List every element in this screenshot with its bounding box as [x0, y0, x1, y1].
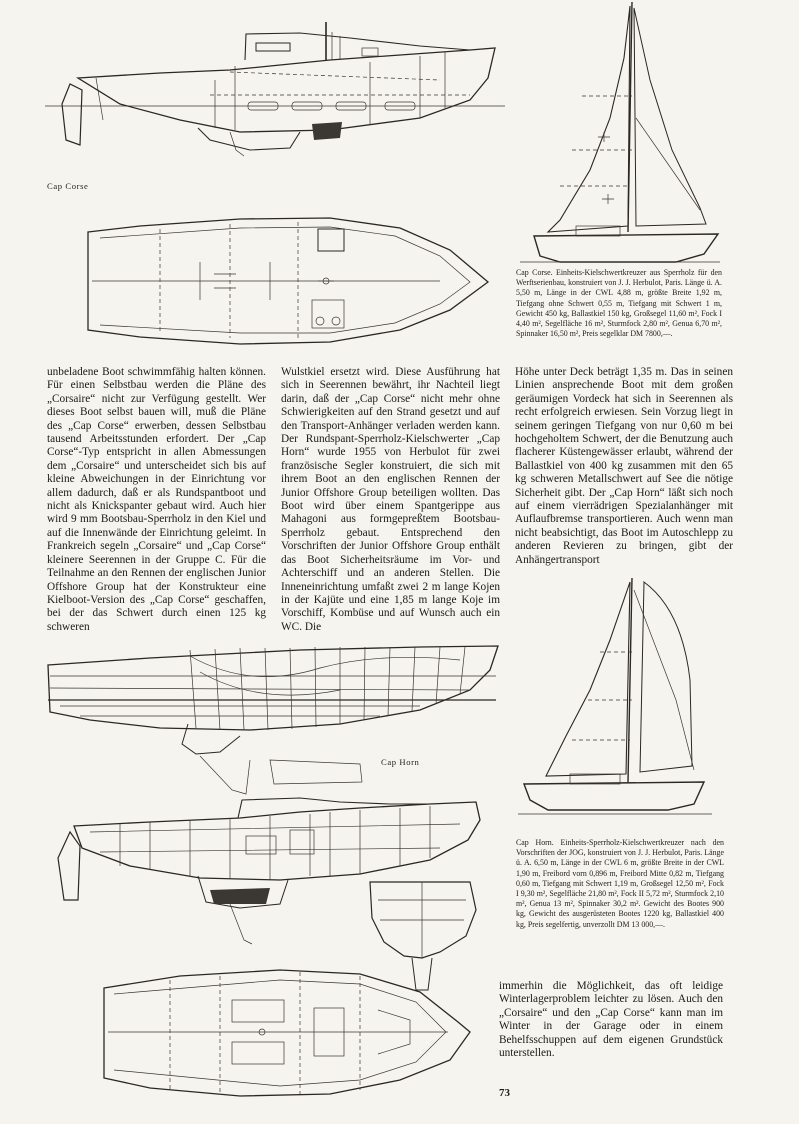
cap-corse-caption: Cap Corse. Einheits-Kielschwertkreuzer aus Sperrholz für den Werftserienbau, konstruiert von J. J. Herbulot, Paris. Länge ü. A. 5,50 m, Länge in der CWL 4,88 m, größte Breite 1,92 m, Tiefgang ohne Schwert 0,55 m, Tiefgang mit Schwert 1 m, Gewicht 450 kg, Ballastkiel 150 kg, Großsegel 11,60 m², Fock I 4,40 m², Segelfläche 16 m², Sturmfock 2,80 m², Genua 6,70 m², Spinnaker 16,50 m², Preis segelklar DM 7800,—.	[516, 268, 722, 339]
cap-horn-deck-plan-drawing	[104, 970, 470, 1096]
body-text-column-3: Höhe unter Deck beträgt 1,35 m. Das in seinen Linien ansprechende Boot mit dem großen geräumigen Vordeck hat sich in Seerennen als recht erfolgreich erwiesen. Sein Vorzug liegt in seinem geringen Tiefgang von nur 0,60 m bei hochgeholtem Schwert, der die Benutzung auch flacherer Küstengewässer erlaubt, während der Ballastkiel von 400 kg zusammen mit den 65 kg schweren Metallschwert auf See die nötige Sicherheit gibt. Der „Cap Horn“ läßt sich noch auf einem vierrädrigen Spezialanhänger mit Auflaufbremse transportieren. Auch wenn man nicht beabsichtigt, das Boot im Autoschlepp zu anderen Revieren zu bringen, gibt der Anhängertransport	[515, 366, 733, 566]
cap-horn-caption: Cap Horn. Einheits-Sperrholz-Kielschwertkreuzer nach den Vorschriften der JOG, konstruiert von J. J. Herbulot, Paris. Länge ü. A. 6,50 m, Länge in der CWL 6 m, größte Breite in der CWL 1,90 m, Freibord vorn 0,896 m, Freibord Mitte 0,82 m, Tiefgang 0,60 m, Tiefgang mit Schwert 1,19 m, Großsegel 12,50 m², Fock I 9,30 m², Segelfläche 21,80 m², Fock II 5,72 m², Sturmfock 2,10 m², Genua 13 m², Spinnaker 30,2 m². Gewicht des Bootes 900 kg, Gewicht des ausgerüsteten Bootes 1220 kg, Ballastkiel 400 kg, Preis segelfertig, unverzollt DM 13 000,—.	[516, 838, 724, 929]
cap-horn-lines-profile-drawing	[48, 646, 498, 794]
cap-corse-deck-plan-drawing	[88, 218, 488, 344]
body-text-column-1: unbeladene Boot schwimmfähig halten können. Für einen Selbstbau werden die Pläne des „Corsaire“ nicht zur Verfügung gestellt. Wer dieses Boot selbst bauen will, muß die Pläne des „Cap Corse“ erwerben, dessen Selbstbau tausend Arbeitsstunden erfordert. Der „Cap Corse“-Typ entspricht in allen Abmessungen dem „Corsaire“ und unterscheidet sich bis auf kleine Abweichungen in der Einrichtung vor allem dadurch, daß er als Rundspantboot und nicht als Knickspanter gebaut wird. Auch hier wird 9 mm Bootsbau-Sperrholz in den Kiel und auf die Innenwände der Einrichtung geleimt. In Frankreich segeln „Corsaire“ und „Cap Corse“ kleinere Seerennen in der Gruppe C. Für die Teilnahme an den Rennen der englischen Junior Offshore Group hat der Konstrukteur eine Kielboot-Version des „Cap Corse“ geschaffen, bei der das Schwert durch einen 125 kg schweren	[47, 366, 266, 633]
cap-horn-profile-drawing	[58, 798, 480, 944]
cap-corse-profile-drawing	[45, 22, 505, 156]
cap-corse-figure-label: Cap Corse	[47, 181, 89, 191]
body-text-column-2: Wulstkiel ersetzt wird. Diese Ausführung hat sich in Seerennen bewährt, ihr Nachteil liegt darin, daß der „Cap Corse“ nicht mehr ohne Schwierigkeiten auf den Strand gesetzt und auf den Transport-Anhänger verladen werden kann. Der Rundspant-Sperrholz-Kielschwerter „Cap Horn“ wurde 1955 von Herbulot für zwei französische Segler konstruiert, die sich mit ihrem Boot an den englischen Rennen der Junior Offshore Group beteiligen wollten. Das Boot wird über einem Spantgerippe aus Mahagoni aus formgepreßtem Bootsbau-Sperrholz gebaut. Entsprechend den Vorschriften der Junior Offshore Group enthält das Boot Sicherheitsräume im Vor- und Achterschiff und an anderen Stellen. Die Inneneinrichtung umfaßt zwei 2 m lange Kojen in der Kajüte und eine 1,85 m lange Koje im Vorschiff, Kombüse und auf Wunsch auch ein WC. Die	[281, 366, 500, 633]
cap-horn-sail-plan-drawing	[518, 578, 712, 814]
cap-corse-sail-plan-drawing	[520, 2, 720, 262]
body-text-column-4: immerhin die Möglichkeit, das oft leidige Winterlagerproblem leichter zu lösen. Auch den „Corsaire“ und den „Cap Corse“ kann man im Winter in der Garage oder in einem Behelfsschuppen auf dem eigenen Grundstück unterstellen.	[499, 980, 723, 1060]
cap-horn-midship-section-drawing	[370, 882, 476, 990]
page-number: 73	[499, 1087, 510, 1099]
cap-horn-figure-label: Cap Horn	[381, 757, 420, 767]
